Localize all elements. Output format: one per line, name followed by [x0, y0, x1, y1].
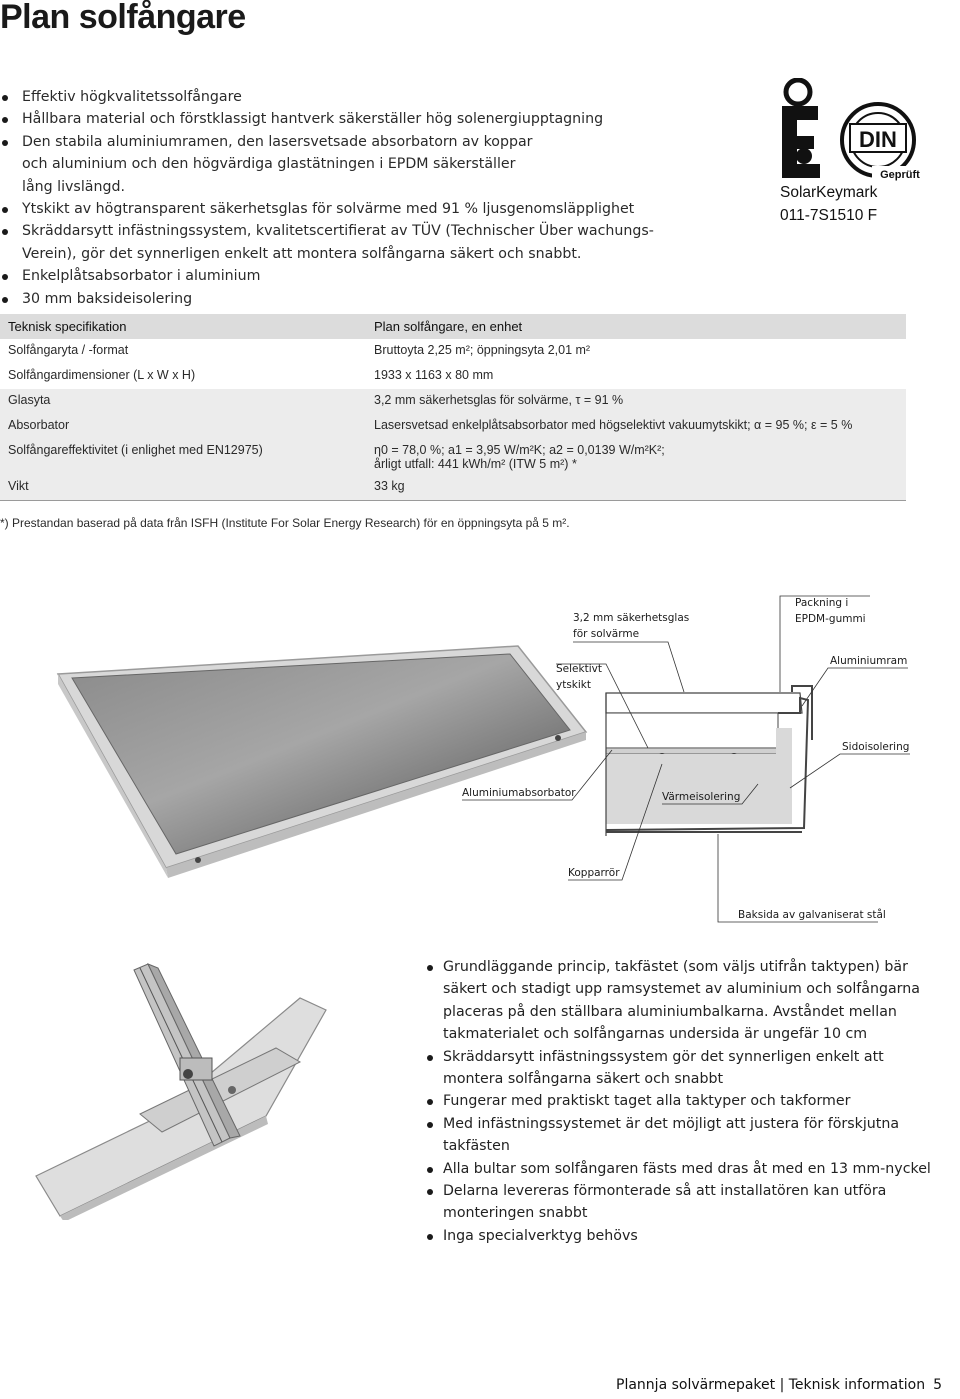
table-row: [0, 339, 906, 364]
feature-item: Den stabila aluminiumramen, den lasersvetsade absorbatorn av koppar och aluminium och den högvärdiga glastätningen i EPDM säkerställer lång livslängd.: [0, 131, 542, 198]
feature-item: 30 mm baksideisolering: [0, 288, 780, 310]
spec-header-right: Plan solfångare, en enhet: [366, 314, 906, 339]
label-side-insulation: Sidoisolering: [842, 741, 910, 753]
table-row: [0, 439, 906, 475]
label-gasket-2: EPDM-gummi: [795, 613, 866, 625]
label-gasket-1: Packning i: [795, 597, 849, 609]
feature-item: Ytskikt av högtransparent säkerhetsglas för solvärme med 91 % ljusgenomsläpplighet: [0, 198, 780, 220]
din-text: DIN: [859, 127, 897, 152]
table-row: [0, 414, 906, 439]
feature-item: Hållbara material och förstklassigt hantverk säkerställer hög solenergiupptagning: [0, 108, 780, 130]
mounting-item: Med infästningssystemet är det möjligt att justera för förskjutna takfästen: [424, 1113, 944, 1158]
din-icon: [842, 104, 928, 181]
label-coating-2: ytskikt: [556, 679, 591, 691]
feature-item: Enkelplåtsabsorbator i aluminium: [0, 265, 780, 287]
label-absorber: Aluminiumabsorbator: [462, 787, 576, 799]
table-row: [0, 475, 906, 501]
keymark-icon: [782, 80, 820, 178]
keymark-code: 011-7S1510 F: [780, 207, 878, 224]
page-footer: [616, 1377, 942, 1393]
mounting-item: Skräddarsytt infästningssystem gör det synnerligen enkelt att montera solfångarna säkert och snabbt: [424, 1046, 944, 1091]
label-frame: Aluminiumram: [830, 655, 908, 667]
label-glass-1: 3,2 mm säkerhetsglas: [573, 612, 690, 624]
feature-item: Effektiv högkvalitetssolfångare: [0, 86, 780, 108]
label-coating-1: Selektivt: [556, 663, 602, 675]
spec-label: Solfångaryta / -format: [8, 343, 129, 357]
spec-label: Glasyta: [0, 389, 366, 414]
mounting-item: Inga specialverktyg behövs: [424, 1225, 944, 1247]
spec-table: [0, 314, 906, 501]
footnote: *) Prestandan baserad på data från ISFH (Institute For Solar Energy Research) för en öppningsyta på 5 m².: [0, 516, 570, 530]
spec-label: Absorbator: [0, 414, 366, 439]
spec-value: 1933 x 1163 x 80 mm: [374, 368, 494, 382]
label-copper: Kopparrör: [568, 867, 620, 879]
mounting-item: Delarna levereras förmonterade så att installatören kan utföra monteringen snabbt: [424, 1180, 944, 1225]
label-heat-insulation: Värmeisolering: [662, 791, 741, 803]
table-row: [0, 364, 906, 389]
mounting-item: Grundläggande princip, takfästet (som väljs utifrån taktypen) bär säkert och stadigt upp ramsystemet av aluminium och solfångarna placeras på den ställbara aluminiumbalkarna. Avståndet mellan takmaterialet och solfångarnas undersida är ungefär 10 cm: [424, 956, 944, 1046]
table-row: [0, 389, 906, 414]
certification-logo: [778, 78, 928, 228]
spec-header-left: Teknisk specifikation: [0, 314, 366, 339]
spec-value-line: η0 = 78,0 %; a1 = 3,95 W/m²K; a2 = 0,0139 W/m²K²;: [374, 443, 665, 457]
cross-section-diagram: [440, 588, 960, 928]
spec-value: Bruttoyta 2,25 m²; öppningsyta 2,01 m²: [374, 343, 591, 357]
spec-value-line: årligt utfall: 441 kWh/m² (ITW 5 m²) *: [374, 457, 577, 471]
mounting-item: Fungerar med praktiskt taget alla taktyper och takformer: [424, 1090, 944, 1112]
spec-value: Lasersvetsad enkelplåtsabsorbator med högselektivt vakuumytskikt; α = 95 %; ε = 5 %: [366, 414, 906, 439]
spec-value: 3,2 mm säkerhetsglas för solvärme, τ = 91 %: [366, 389, 906, 414]
spec-label: Vikt: [0, 475, 366, 501]
mounting-system-image: [30, 940, 410, 1220]
mounting-item: Alla bultar som solfångaren fästs med dras åt med en 13 mm-nyckel: [424, 1158, 944, 1180]
spec-header-row: [0, 314, 906, 339]
din-geprueft-text: Geprüft: [880, 169, 920, 181]
spec-label: Solfångareffektivitet (i enlighet med EN12975): [0, 439, 366, 475]
spec-value: 33 kg: [366, 475, 906, 501]
feature-item: Skräddarsytt infästningssystem, kvalitetscertifierat av TÜV (Technischer Über wachungs-Verein), gör det synnerligen enkelt att montera solfångarna säkert och snabbt.: [0, 220, 672, 265]
page-number: 5: [933, 1377, 942, 1393]
mounting-list: [424, 956, 944, 1247]
feature-list: [0, 86, 780, 310]
label-back: Baksida av galvaniserat stål: [738, 909, 886, 921]
spec-label: Solfångardimensioner (L x W x H): [8, 368, 196, 382]
footer-text: Plannja solvärmepaket | Teknisk information: [616, 1377, 926, 1393]
keymark-label: SolarKeymark: [780, 184, 878, 201]
spec-value: [366, 439, 906, 475]
page-title: Plan solfångare: [0, 0, 246, 36]
label-glass-2: för solvärme: [573, 628, 640, 640]
